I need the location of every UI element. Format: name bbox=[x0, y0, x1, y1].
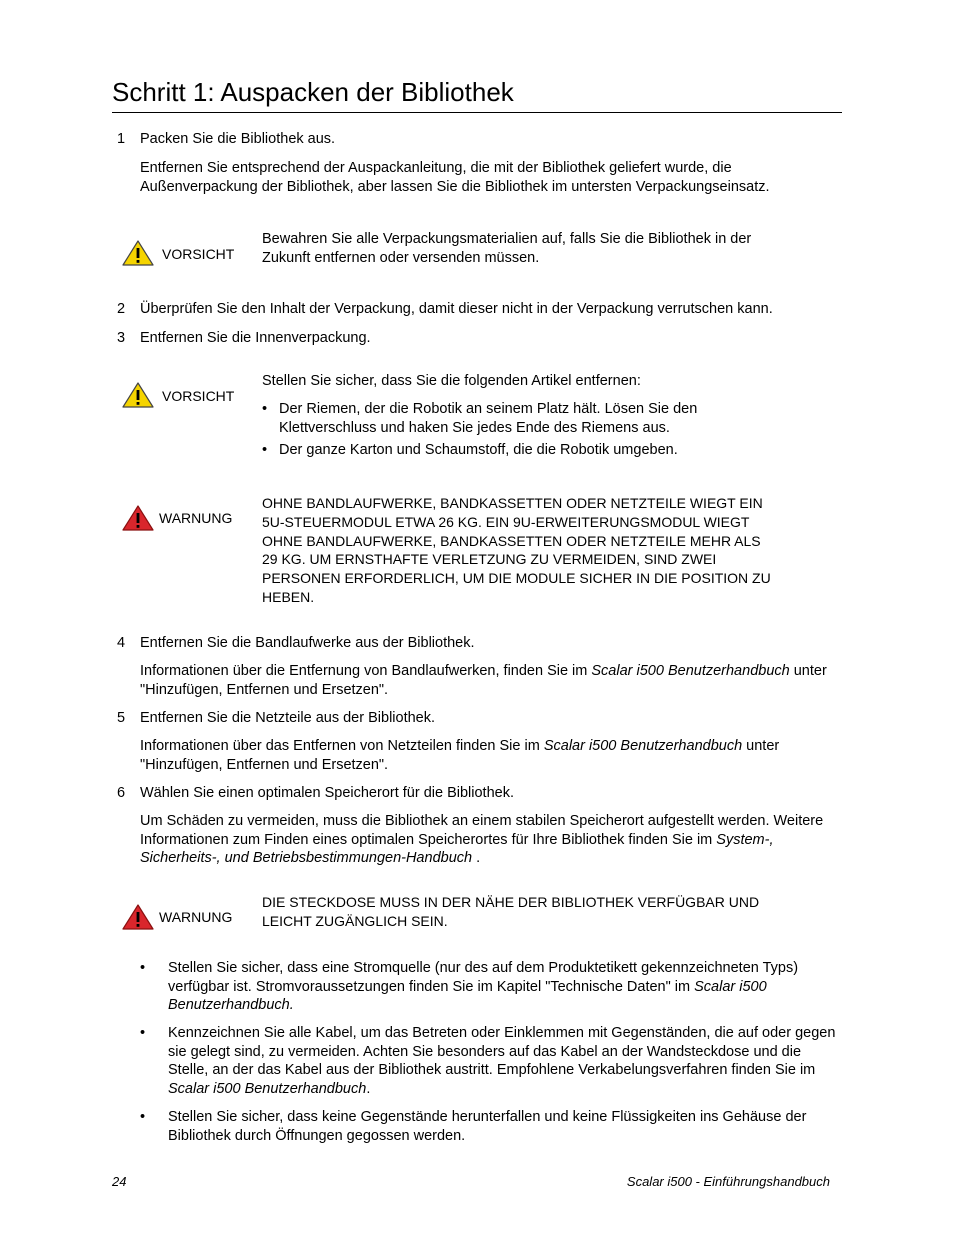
caution-label: VORSICHT bbox=[162, 246, 235, 262]
bullet-marker: • bbox=[262, 401, 268, 417]
title-divider bbox=[112, 112, 842, 113]
step-title: Entfernen Sie die Netzteile aus der Bibliothek. bbox=[140, 710, 436, 726]
document-title: Scalar i500 - Einführungshandbuch bbox=[626, 1174, 830, 1189]
step-number: 5 bbox=[117, 710, 126, 726]
step-number: 4 bbox=[117, 635, 126, 651]
step-number: 1 bbox=[117, 131, 126, 147]
warning-text: OHNE BANDLAUFWERKE, BANDKASSETTEN ODER NETZTEILE WIEGT EIN 5U-STEUERMODUL ETWA 26 KG. EIN 9U-ERWEITERUNGSMODUL WIEGT OHNE BANDLAUFWERKE, BANDKASSETTEN ODER NETZTEILE MEHR ALS 29 KG. UM ERNSTHAFTE VERLETZUNG ZU VERMEIDEN, SIND ZWEI PERSONEN ERFORDERLICH, UM DIE MODULE SICHER IN DIE POSITION ZU HEBEN. bbox=[262, 495, 771, 605]
step-title: Entfernen Sie die Bandlaufwerke aus der Bibliothek. bbox=[140, 635, 475, 651]
step-number: 3 bbox=[117, 330, 126, 346]
step-description: Um Schäden zu vermeiden, muss die Bibliothek an einem stabilen Speicherort aufgestellt werden. Weitere Informationen zum Finden eines optimalen Speicherortes für Ihre Bibliothek finden Sie im System-, Sicherheits-, und Betriebsbestimmungen-Handbuch . bbox=[140, 813, 824, 867]
page-title: Schritt 1: Auspacken der Bibliothek bbox=[112, 77, 514, 107]
caution-label: VORSICHT bbox=[162, 388, 235, 404]
step-number: 2 bbox=[117, 301, 126, 317]
caution-bullet: Der ganze Karton und Schaumstoff, die die Robotik umgeben. bbox=[279, 442, 678, 458]
caution-text: Bewahren Sie alle Verpackungsmaterialien auf, falls Sie die Bibliothek in der Zukunft entfernen oder versenden müssen. bbox=[262, 231, 752, 266]
step-title: Packen Sie die Bibliothek aus. bbox=[140, 131, 336, 147]
warning-label: WARNUNG bbox=[159, 909, 233, 925]
bullet-marker: • bbox=[262, 442, 268, 458]
bullet-marker: • bbox=[140, 1025, 146, 1041]
step-title: Überprüfen Sie den Inhalt der Verpackung, damit dieser nicht in der Verpackung verrutschen kann. bbox=[140, 301, 773, 317]
list-item: Stellen Sie sicher, dass keine Gegenstände herunterfallen und keine Flüssigkeiten ins Gehäuse der Bibliothek durch Öffnungen gegossen werden. bbox=[168, 1109, 807, 1144]
warning-icon bbox=[122, 904, 154, 930]
step-description: Informationen über die Entfernung von Bandlaufwerken, finden Sie im Scalar i500 Benutzerhandbuch unter "Hinzufügen, Entfernen und Ersetzen". bbox=[140, 663, 827, 698]
list-item: Kennzeichnen Sie alle Kabel, um das Betreten oder Einklemmen mit Gegenständen, die auf oder gegen sie gelegt sind, zu vermeiden. Achten Sie besonders auf das Kabel an der Wandsteckdose und die Stelle, an der das Kabel aus der Bibliothek austritt. Empfohlene Verkabelungsverfahren finden Sie im Scalar i500 Benutzerhandbuch. bbox=[168, 1025, 836, 1097]
page-number: 24 bbox=[112, 1174, 127, 1189]
bullet-marker: • bbox=[140, 960, 146, 976]
warning-icon bbox=[122, 505, 154, 531]
bullet-marker: • bbox=[140, 1109, 146, 1125]
caution-icon bbox=[122, 240, 154, 266]
list-item: Stellen Sie sicher, dass eine Stromquelle (nur des auf dem Produktetikett gekennzeichneten Typs) verfügbar ist. Stromvoraussetzungen finden Sie im Kapitel "Technische Daten" im Scalar i500 Benutzerhandbuch. bbox=[168, 960, 799, 1014]
warning-text: DIE STECKDOSE MUSS IN DER NÄHE DER BIBLIOTHEK VERFÜGBAR UND LEICHT ZUGÄNGLICH SEIN. bbox=[262, 894, 760, 929]
step-description: Entfernen Sie entsprechend der Auspackanleitung, die mit der Bibliothek geliefert wurde, die Außenverpackung der Bibliothek, aber lassen Sie die Bibliothek im untersten Verpackungseinsatz. bbox=[140, 160, 770, 195]
step-title: Wählen Sie einen optimalen Speicherort für die Bibliothek. bbox=[140, 785, 514, 801]
step-number: 6 bbox=[117, 785, 126, 801]
caution-intro: Stellen Sie sicher, dass Sie die folgenden Artikel entfernen: bbox=[262, 373, 641, 389]
caution-bullet: Der Riemen, der die Robotik an seinem Platz hält. Lösen Sie den Klettverschluss und haken Sie jedes Ende des Riemens aus. bbox=[279, 401, 698, 436]
step-title: Entfernen Sie die Innenverpackung. bbox=[140, 330, 371, 346]
caution-icon bbox=[122, 382, 154, 408]
step-description: Informationen über das Entfernen von Netzteilen finden Sie im Scalar i500 Benutzerhandbuch unter "Hinzufügen, Entfernen und Ersetzen". bbox=[140, 738, 780, 773]
warning-label: WARNUNG bbox=[159, 510, 233, 526]
